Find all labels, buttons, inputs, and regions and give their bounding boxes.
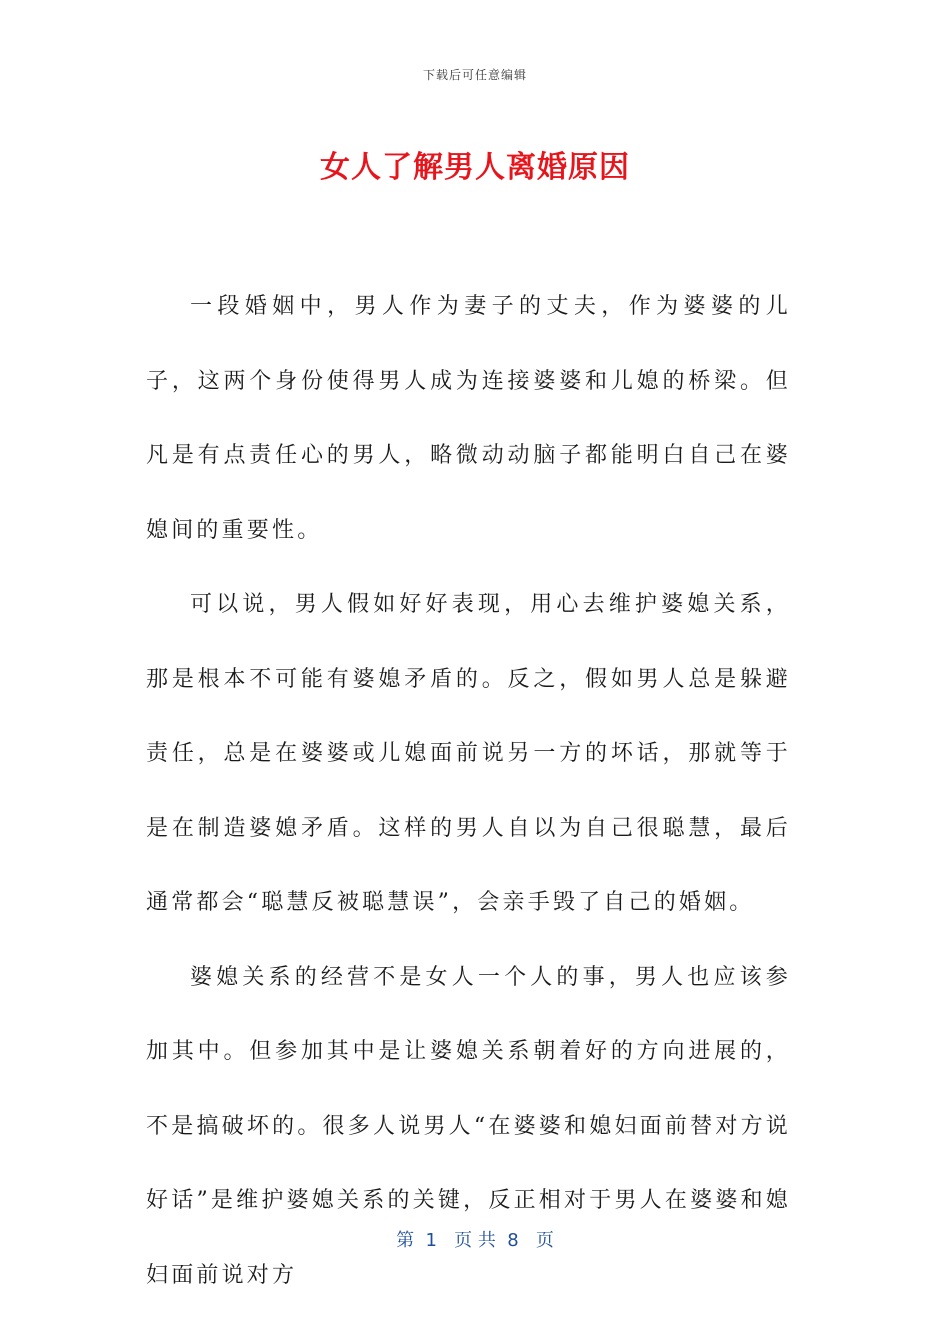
- paragraph-3: 婆媳关系的经营不是女人一个人的事，男人也应该参加其中。但参加其中是让婆媳关系朝着好的方向进展的，不是搞破坏的。很多人说男人“在婆婆和媳妇面前替对方说好话”是维护婆媳关系的关键，反正相对于男人在婆婆和媳妇面前说对方: [146, 964, 791, 1288]
- document-body: [146, 270, 791, 1313]
- paragraph-1: 一段婚姻中，男人作为妻子的丈夫，作为婆婆的儿子，这两个身份使得男人成为连接婆婆和儿媳的桥梁。但凡是有点责任心的男人，略微动动脑子都能明白自己在婆媳间的重要性。: [146, 294, 791, 543]
- paragraph-2: 可以说，男人假如好好表现，用心去维护婆媳关系，那是根本不可能有婆媳矛盾的。反之，假如男人总是躲避责任，总是在婆婆或儿媳面前说另一方的坏话，那就等于是在制造婆媳矛盾。这样的男人自以为自己很聪慧，最后通常都会“聪慧反被聪慧误”，会亲手毁了自己的婚姻。: [146, 592, 791, 915]
- page-number-footer: 第 1 页 共 8 页: [396, 1230, 554, 1251]
- document-title: 女人了解男人离婚原因: [320, 150, 630, 185]
- header-note: 下载后可任意编辑: [422, 68, 527, 82]
